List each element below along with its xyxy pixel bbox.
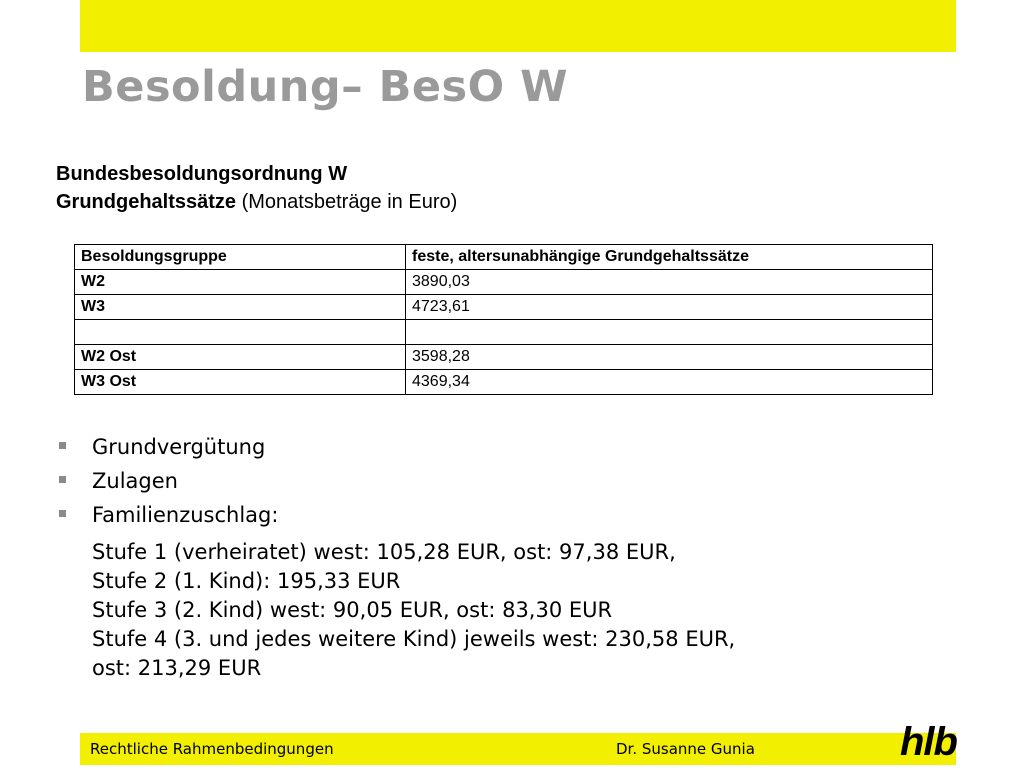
detail-line: Stufe 3 (2. Kind) west: 90,05 EUR, ost: 83,30 EUR [92,598,613,622]
salary-table [74,244,933,395]
list-item [56,430,278,464]
header-cell-group: Besoldungsgruppe [75,245,406,270]
bullet-list [56,430,278,532]
subtitle-heading: Bundesbesoldungsordnung W [56,163,348,185]
top-accent-band [80,0,956,52]
detail-line: ost: 213,29 EUR [92,656,262,680]
cell-group [75,320,406,345]
table-row [75,270,933,295]
table-header-row [75,245,933,270]
list-item [56,464,278,498]
detail-line: Stufe 2 (1. Kind): 195,33 EUR [92,569,401,593]
subtitle-line-1 [56,160,457,188]
bullet-text: Familienzuschlag: [92,503,279,527]
square-bullet-icon [59,442,66,449]
detail-line: Stufe 1 (verheiratet) west: 105,28 EUR, ost: 97,38 EUR, [92,540,676,564]
cell-salary: 4369,34 [406,370,933,395]
cell-group: W3 Ost [75,370,406,395]
family-allowance-details [92,538,735,683]
cell-group: W2 Ost [75,345,406,370]
subtitle-block [56,160,457,216]
slide-title: Besoldung– BesO W [82,62,569,112]
footer-author: Dr. Susanne Gunia [616,740,755,758]
subtitle-line-2 [56,188,457,216]
bullet-text: Zulagen [92,469,178,493]
subtitle-bold-term: Grundgehaltssätze [56,191,237,213]
square-bullet-icon [59,476,66,483]
table-row [75,370,933,395]
header-cell-salary: feste, altersunabhängige Grundgehaltssätze [406,245,933,270]
square-bullet-icon [59,510,66,517]
cell-group: W3 [75,295,406,320]
bullet-text: Grundvergütung [92,435,266,459]
detail-line: Stufe 4 (3. und jedes weitere Kind) jeweils west: 230,58 EUR, [92,627,736,651]
cell-salary: 3598,28 [406,345,933,370]
table-row [75,295,933,320]
table-row [75,320,933,345]
cell-salary [406,320,933,345]
list-item [56,498,278,532]
footer-topic: Rechtliche Rahmenbedingungen [90,740,334,758]
cell-salary: 4723,61 [406,295,933,320]
subtitle-note: (Monatsbeträge in Euro) [236,191,458,213]
hlb-logo: hlb [900,720,957,764]
cell-group: W2 [75,270,406,295]
table-row [75,345,933,370]
cell-salary: 3890,03 [406,270,933,295]
